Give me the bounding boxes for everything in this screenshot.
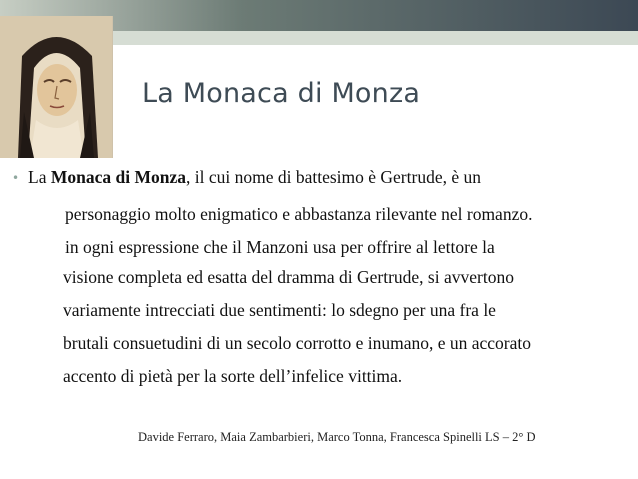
line1-bold: Monaca di Monza: [50, 167, 186, 187]
paragraph-line-5: variamente intrecciati due sentimenti: lo sdegno per una fra le: [63, 300, 496, 320]
paragraph-line-3: in ogni espressione che il Manzoni usa per offrire al lettore la: [65, 237, 495, 257]
portrait-image: [0, 16, 113, 158]
bullet-icon: •: [12, 171, 20, 185]
slide-footer: Davide Ferraro, Maia Zambarbieri, Marco Tonna, Francesca Spinelli LS – 2° D: [138, 430, 536, 444]
line1-pre: La: [28, 167, 51, 187]
paragraph-line-2: personaggio molto enigmatico e abbastanza rilevante nel romanzo.: [65, 204, 533, 224]
nun-portrait-illustration: [0, 16, 112, 158]
paragraph-line-4: visione completa ed esatta del dramma di Gertrude, si avvertono: [63, 267, 514, 287]
slide-title: La Monaca di Monza: [142, 78, 421, 109]
paragraph-line-1: [28, 167, 481, 188]
line1-post: , il cui nome di battesimo è Gertrude, è un: [185, 167, 481, 187]
paragraph-line-6: brutali consuetudini di un secolo corrotto e inumano, e un accorato: [63, 333, 531, 353]
paragraph-line-7: accento di pietà per la sorte dell’infelice vittima.: [63, 366, 403, 386]
